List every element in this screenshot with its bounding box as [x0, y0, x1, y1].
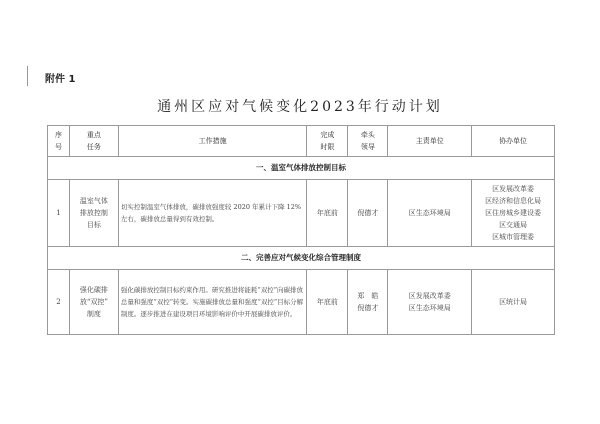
header-seq: 序 号: [48, 126, 70, 157]
deadline-cell: 年底前: [307, 270, 348, 335]
measure-cell: 强化碳排放控制目标约束作用。研究推进将能耗“双控”向碳排放总量和强度“双控”转变。实施碳排放总量和强度“双控”目标分解制度。逐步推进在建设项目环境影响评价中开展碳排放评价。: [118, 270, 307, 335]
leader-cell: 倪德才: [348, 180, 388, 247]
deadline-cell: 年底前: [307, 180, 348, 247]
header-deadline: 完成 时限: [307, 126, 348, 157]
leader-cell: 郑 皓 倪德才: [348, 270, 388, 335]
table-header: [48, 126, 555, 157]
task-cell: 强化碳排 放“双控” 制度: [69, 270, 118, 335]
seq-cell: 2: [48, 270, 70, 335]
co-unit-cell: 区统计局: [472, 270, 555, 335]
section-row: [48, 247, 555, 270]
table-row: [48, 270, 555, 335]
attachment-label: 附件 1: [45, 74, 76, 85]
document-title: 通州区应对气候变化2023年行动计划: [157, 99, 443, 115]
header-co-unit: 协办单位: [472, 126, 555, 157]
task-cell: 温室气体 排放控制 目标: [69, 180, 118, 247]
header-leader: 牵头 领导: [348, 126, 388, 157]
section-row: [48, 157, 555, 180]
section-title: 一、温室气体排放控制目标: [48, 157, 555, 180]
margin-marker: [27, 66, 29, 86]
lead-unit-cell: 区生态环境局: [388, 180, 472, 247]
seq-cell: 1: [48, 180, 70, 247]
lead-unit-cell: 区发展改革委 区生态环境局: [388, 270, 472, 335]
header-lead-unit: 主责单位: [388, 126, 472, 157]
header-task: 重点 任务: [69, 126, 118, 157]
table-row: [48, 180, 555, 247]
measure-cell: 切实控制温室气体排放，碳排放强度较 2020 年累计下降 12%左右，碳排放总量得到有效控制。: [118, 180, 307, 247]
action-plan-table: [47, 125, 555, 335]
header-measure: 工作措施: [118, 126, 307, 157]
section-title: 二、完善应对气候变化综合管理制度: [48, 247, 555, 270]
co-unit-cell: 区发展改革委 区经济和信息化局 区住房城乡建设委 区交通局 区城市管理委: [472, 180, 555, 247]
